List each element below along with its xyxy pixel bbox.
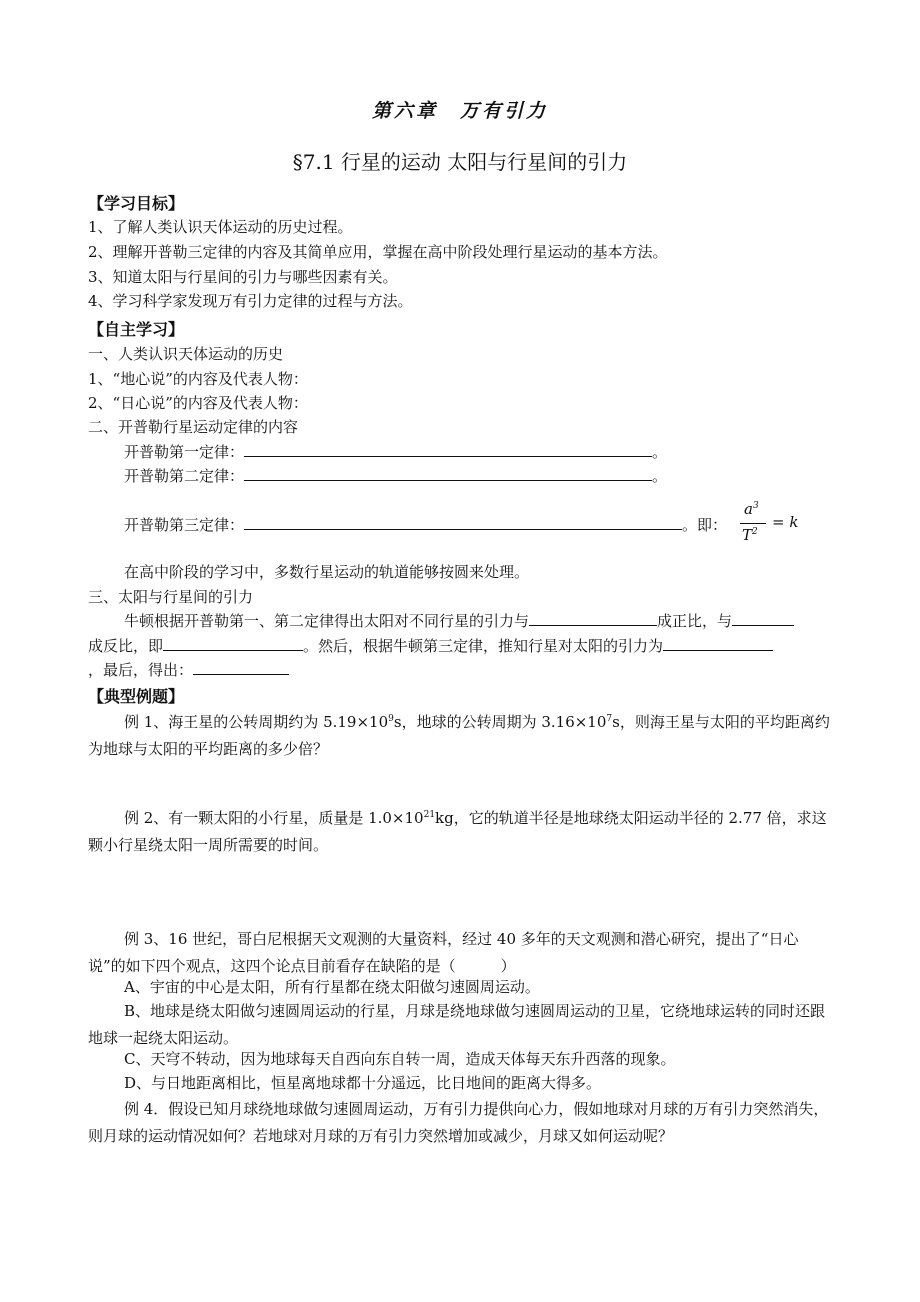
objectives-heading: 【学习目标】: [88, 194, 185, 213]
circular-orbit-note: 在高中阶段的学习中，多数行星运动的轨道能够按圆来处理。: [124, 563, 530, 581]
part1-title: 一、人类认识天体运动的历史: [88, 345, 284, 363]
gravitation-line-1: 牛顿根据开普勒第一、第二定律得出太阳对不同行星的引力与 成正比，与: [124, 610, 794, 632]
formula-numerator: $a^3$: [744, 500, 759, 518]
kepler-law-3-label: 开普勒第三定律：: [124, 516, 245, 534]
part2-title: 二、开普勒行星运动定律的内容: [88, 418, 299, 436]
formula-blank[interactable]: [163, 635, 303, 651]
fraction-bar: [740, 523, 766, 524]
gravitation-line-3: ，最后，得出：: [88, 659, 289, 681]
inverse-blank[interactable]: [732, 610, 794, 626]
question-heliocentric: 2、“日心说”的内容及代表人物：: [88, 394, 308, 412]
example-3: 例 3、16 世纪，哥白尼根据天文观测的大量资料，经过 40 多年的天文观测和潜心研究，提出了“日心说”的如下四个观点，这四个论点目前看存在缺陷的是（ ）: [88, 930, 799, 975]
kepler-law-3-blank[interactable]: [244, 514, 682, 530]
kepler-law-1: [124, 441, 667, 463]
formula-rhs: = k: [772, 513, 799, 531]
option-c: C、天穹不转动，因为地球每天自西向东自转一周，造成天体每天东升西落的现象。: [124, 1050, 676, 1068]
objective-item: 4、学习科学家发现万有引力定律的过程与方法。: [88, 292, 413, 310]
example-1: 例 1、海王星的公转周期约为 $5.19\times 10^9s$，地球的公转周期为 $3.16\times 10^7s$，则海王星与太阳的平均距离约为地球与太阳的平均距离的多少倍？: [88, 713, 830, 758]
example-2: 例 2、有一颗太阳的小行星，质量是 $1.0\times 10^{21}kg$，它的轨道半径是地球绕太阳运动半径的 2.77 倍，求这颗小行星绕太阳一周所需要的时间。: [88, 809, 827, 854]
kepler-law-1-blank[interactable]: [244, 441, 652, 457]
reaction-blank[interactable]: [663, 635, 773, 651]
kepler-law-1-label: 开普勒第一定律：: [124, 443, 245, 461]
part3-title: 三、太阳与行星间的引力: [88, 588, 254, 606]
examples-heading: 【典型例题】: [88, 687, 185, 706]
kepler-law-2-label: 开普勒第二定律：: [124, 467, 245, 485]
example-4: 例 4．假设已知月球绕地球做匀速圆周运动，万有引力提供向心力，假如地球对月球的万有引力突然消失，则月球的运动情况如何？若地球对月球的万有引力突然增加或减少，月球又如何运动呢？: [88, 1100, 829, 1145]
kepler-law-3: [124, 514, 727, 536]
kepler-law-2: [124, 465, 667, 487]
option-a: A、宇宙的中心是太阳，所有行星都在绕太阳做匀速圆周运动。: [124, 978, 540, 996]
kepler-formula: [740, 500, 800, 550]
self-study-heading: 【自主学习】: [88, 320, 185, 339]
period: 。: [652, 443, 668, 461]
option-b: B、地球是绕太阳做匀速圆周运动的行星，月球是绕地球做匀速圆周运动的卫星，它绕地球运转的同时还跟地球一起绕太阳运动。: [88, 1002, 826, 1047]
section-title: §7.1 行星的运动 太阳与行星间的引力: [292, 150, 628, 174]
objective-item: 3、知道太阳与行星间的引力与哪些因素有关。: [88, 268, 398, 286]
formula-denominator: $T^2$: [742, 526, 758, 544]
objective-item: 2、理解开普勒三定律的内容及其简单应用，掌握在高中阶段处理行星运动的基本方法。: [88, 243, 668, 261]
gravitation-line-2: 成反比，即 。然后，根据牛顿第三定律，推知行星对太阳的引力为: [88, 635, 773, 657]
question-geocentric: 1、“地心说”的内容及代表人物：: [88, 370, 308, 388]
period: 。: [652, 467, 668, 485]
chapter-title: 第六章 万有引力: [371, 100, 548, 122]
objective-item: 1、了解人类认识天体运动的历史过程。: [88, 218, 353, 236]
proportional-blank[interactable]: [529, 610, 657, 626]
option-d: D、与日地距离相比，恒星离地球都十分遥远，比日地间的距离大得多。: [124, 1074, 602, 1092]
kepler-law-3-suffix: 。即：: [682, 516, 728, 534]
conclusion-blank[interactable]: [193, 659, 289, 675]
kepler-law-2-blank[interactable]: [244, 465, 652, 481]
